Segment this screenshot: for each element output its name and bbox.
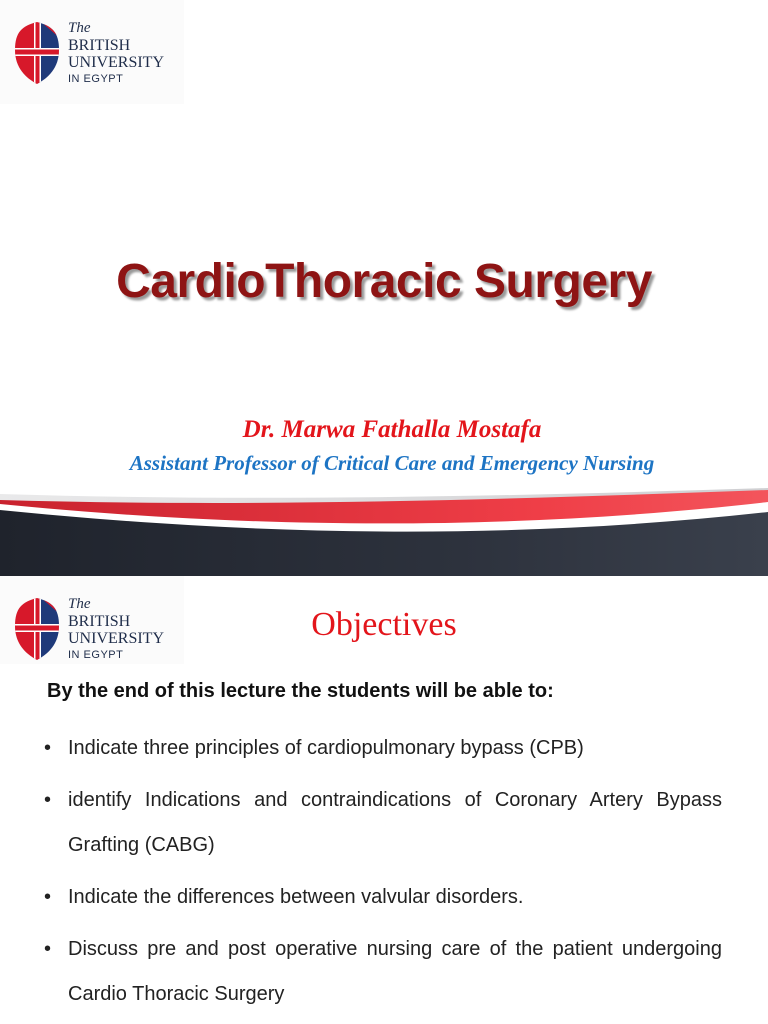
logo-wordmark xyxy=(68,20,164,88)
logo-university: UNIVERSITY xyxy=(68,54,164,71)
list-item xyxy=(44,778,722,868)
university-logo xyxy=(0,0,184,104)
objectives-slide xyxy=(0,576,768,1024)
logo-in-egypt: IN EGYPT xyxy=(68,649,124,661)
list-item xyxy=(44,875,722,920)
logo-british: BRITISH xyxy=(68,613,131,630)
logo-the: The xyxy=(68,20,91,36)
logo-university: UNIVERSITY xyxy=(68,630,164,647)
union-flag-shield-icon xyxy=(12,20,62,86)
list-item-text: Indicate the differences between valvular disorders. xyxy=(68,886,524,908)
bullet-icon: • xyxy=(44,737,52,759)
list-item-text: identify Indications and contraindications of Coronary Artery Bypass Grafting (CABG) xyxy=(68,789,722,856)
union-flag-shield-icon xyxy=(12,596,62,662)
logo-the: The xyxy=(68,596,91,612)
list-item xyxy=(44,726,722,771)
bullet-icon: • xyxy=(44,789,52,811)
slide-title: CardioThoracic Surgery xyxy=(116,255,652,308)
objectives-intro: By the end of this lecture the students will be able to: xyxy=(47,680,554,702)
bullet-icon: • xyxy=(44,886,52,908)
objectives-list xyxy=(44,726,722,1024)
logo-wordmark xyxy=(68,596,164,664)
list-item xyxy=(44,927,722,1017)
decorative-swoosh-band xyxy=(0,488,768,576)
logo-in-egypt: IN EGYPT xyxy=(68,73,124,85)
university-logo xyxy=(0,576,184,664)
author-role: Assistant Professor of Critical Care and Emergency Nursing xyxy=(129,451,655,475)
list-item-text: Indicate three principles of cardiopulmonary bypass (CPB) xyxy=(68,737,584,759)
author-name: Dr. Marwa Fathalla Mostafa xyxy=(242,416,542,443)
list-item-text: Discuss pre and post operative nursing care of the patient undergoing Cardio Thoracic Surgery xyxy=(68,938,722,1005)
bullet-icon: • xyxy=(44,938,52,960)
logo-british: BRITISH xyxy=(68,37,131,54)
objectives-heading: Objectives xyxy=(311,606,457,643)
